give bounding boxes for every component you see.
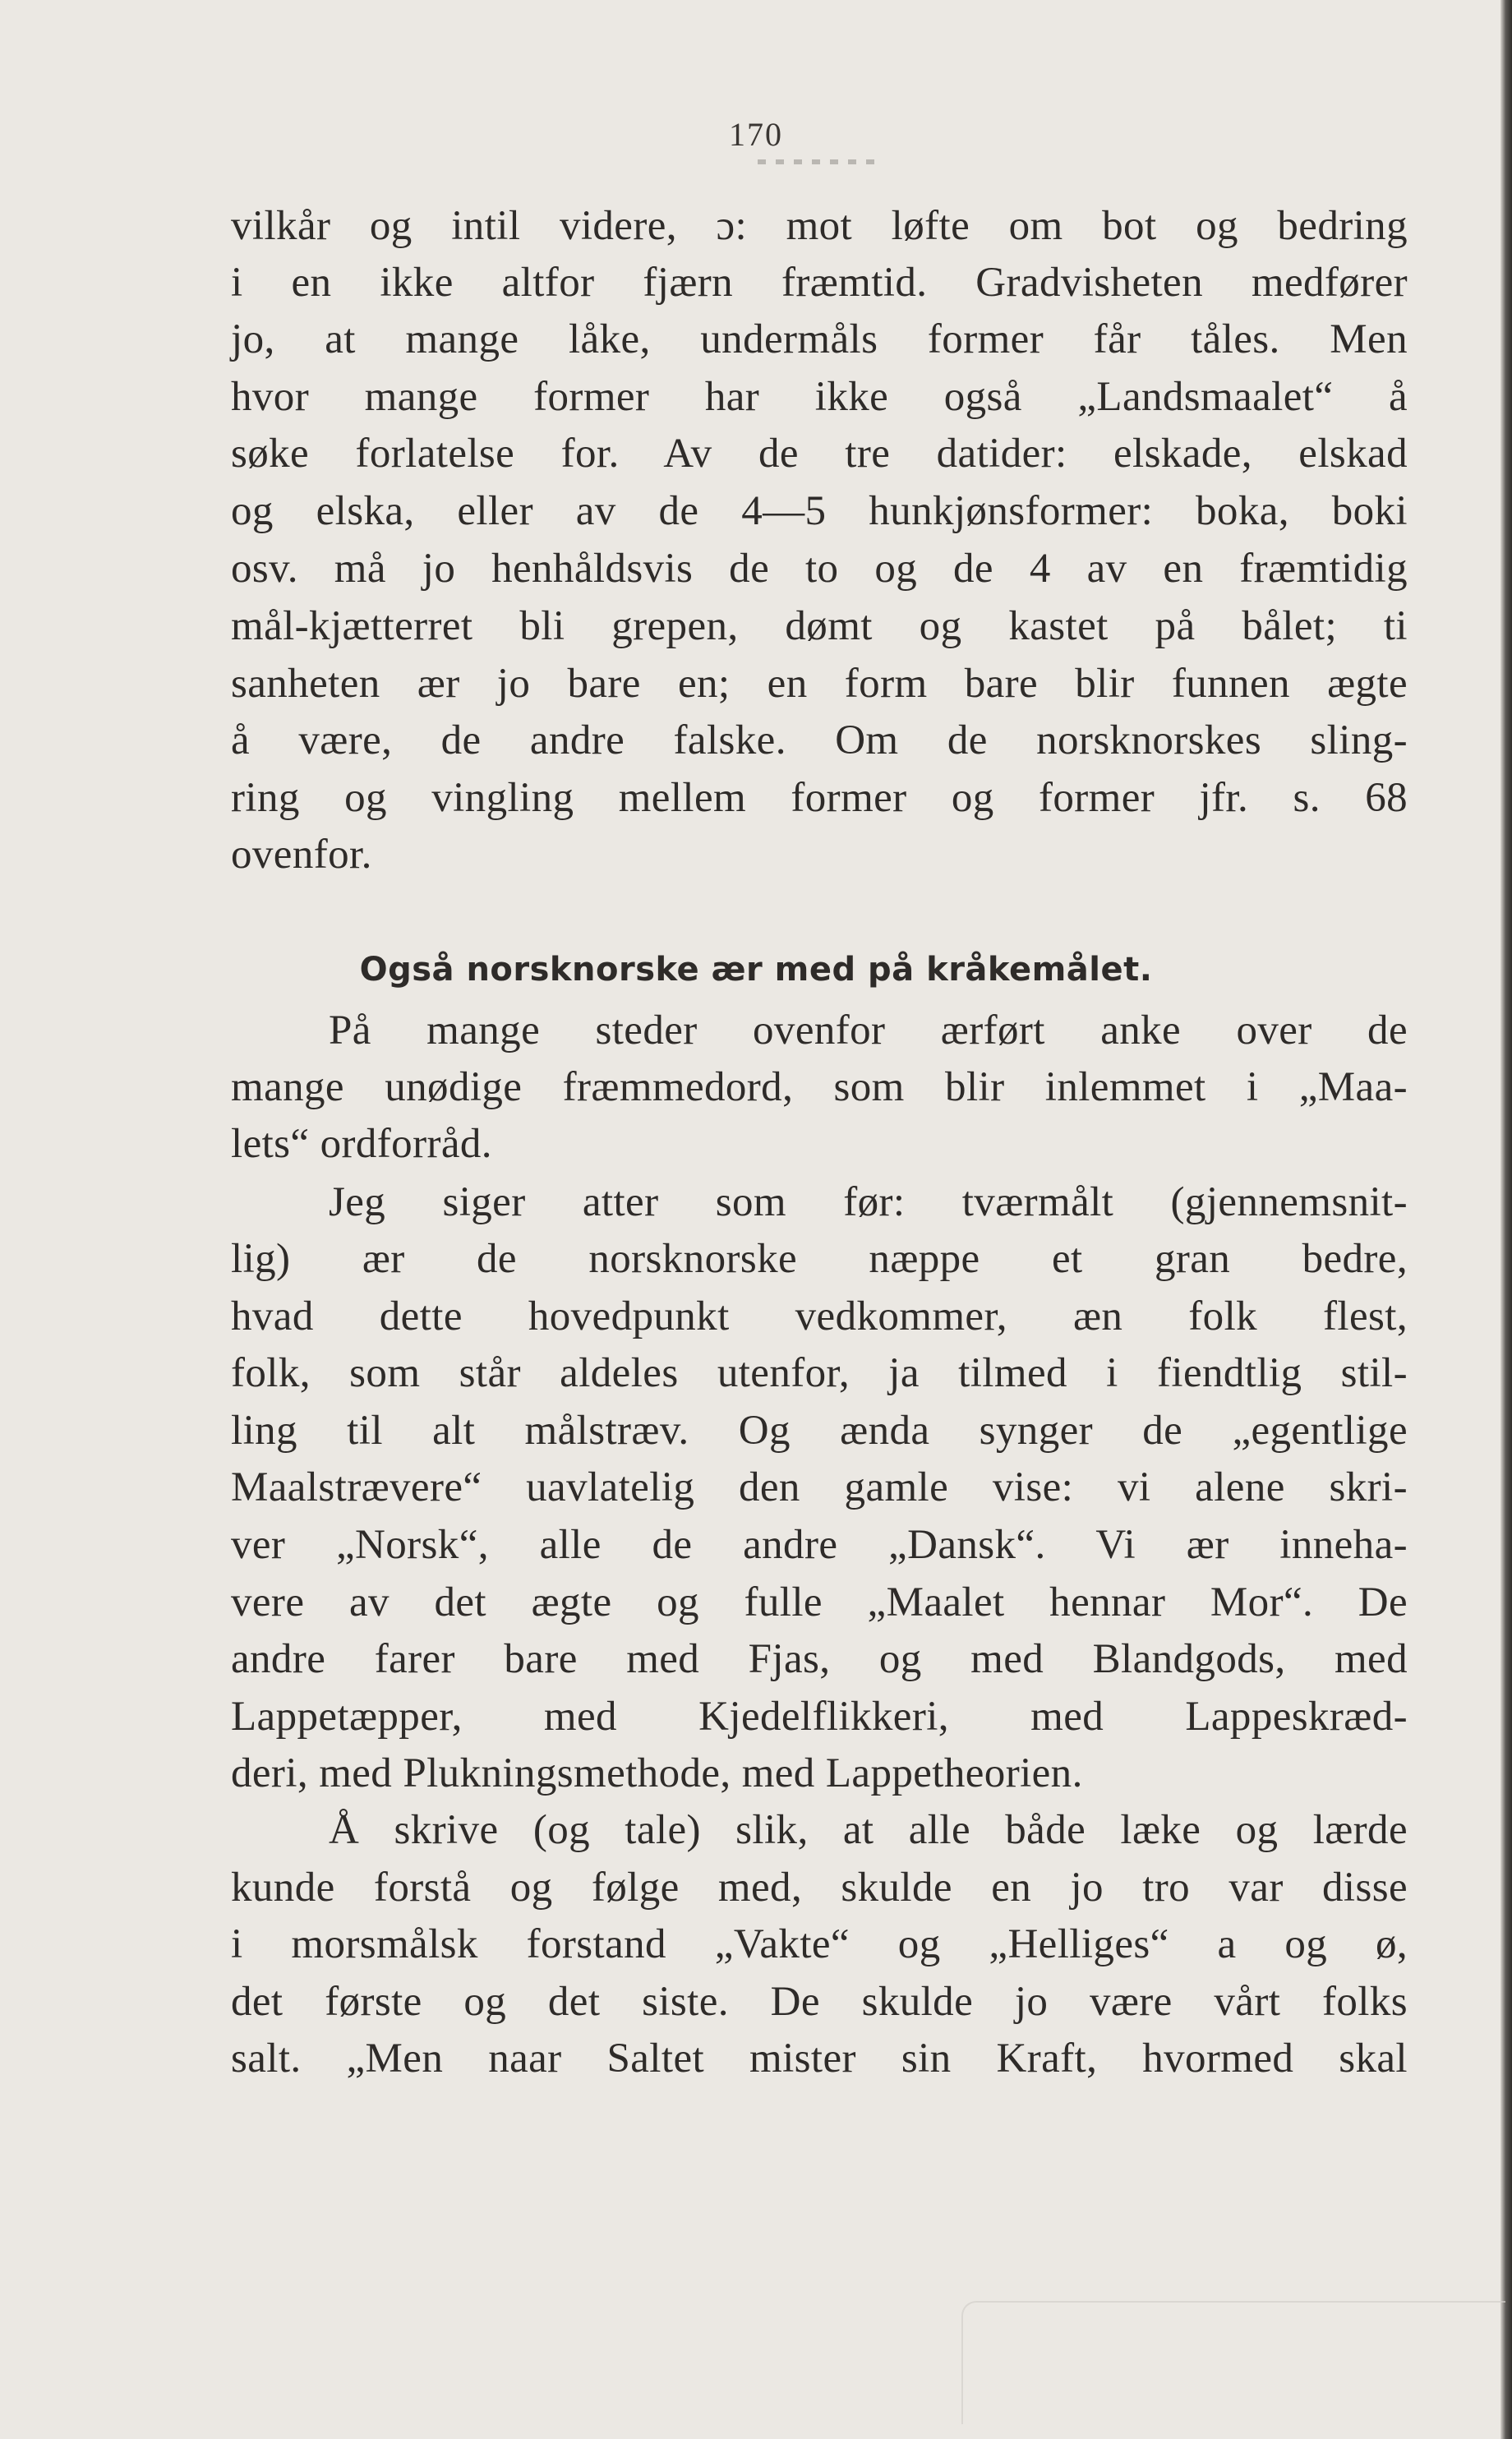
- text-line: ling til alt målstræv. Og ænda synger de „egentlige: [231, 1408, 1408, 1454]
- text-line: Å skrive (og tale) slik, at alle både læke og lærde: [329, 1807, 1408, 1853]
- text-line: På mange steder ovenfor ærført anke over de: [329, 1007, 1408, 1054]
- text-line: i en ikke altfor fjærn fræmtid. Gradvisheten medfører: [231, 260, 1408, 306]
- text-line: Jeg siger atter som før: tværmålt (gjennemsnit-: [329, 1179, 1408, 1225]
- paper-frame-mark: [961, 2301, 1505, 2424]
- text-line: jo, at mange låke, undermåls former får tåles. Men: [231, 316, 1408, 362]
- text-line: sanheten ær jo bare en; en form bare blir funnen ægte: [231, 661, 1408, 707]
- text-line: ver „Norsk“, alle de andre „Dansk“. Vi ær inneha-: [231, 1522, 1408, 1568]
- text-line: mål-kjætterret bli grepen, dømt og kastet på bålet; ti: [231, 603, 1408, 649]
- text-line: osv. må jo henhåldsvis de to og de 4 av en fræmtidig: [231, 546, 1408, 592]
- text-line: søke forlatelse for. Av de tre datider: elskade, elskad: [231, 431, 1408, 477]
- page-number-ornament: [758, 159, 881, 164]
- text-line: Lappetæpper, med Kjedelflikkeri, med Lappeskræd-: [231, 1694, 1408, 1740]
- text-line: vere av det ægte og fulle „Maalet hennar Mor“. De: [231, 1579, 1408, 1625]
- text-line: lets“ ordforråd.: [231, 1121, 492, 1167]
- text-line: vilkår og intil videre, ɔ: mot løfte om bot og bedring: [231, 203, 1408, 249]
- section-heading: Også norsknorske ær med på kråkemålet.: [359, 951, 1153, 989]
- binding-edge: [1500, 0, 1512, 2439]
- text-line: deri, med Plukningsmethode, med Lappetheorien.: [231, 1750, 1083, 1796]
- text-line: ovenfor.: [231, 832, 372, 878]
- text-line: lig) ær de norsknorske næppe et gran bedre,: [231, 1236, 1408, 1282]
- text-line: og elska, eller av de 4—5 hunkjønsformer: boka, boki: [231, 488, 1408, 534]
- text-line: Maalstrævere“ uavlatelig den gamle vise: vi alene skri-: [231, 1464, 1408, 1510]
- text-line: i morsmålsk forstand „Vakte“ og „Helliges“ a og ø,: [231, 1921, 1408, 1967]
- text-line: salt. „Men naar Saltet mister sin Kraft, hvormed skal: [231, 2036, 1408, 2082]
- text-line: ring og vingling mellem former og former jfr. s. 68: [231, 775, 1408, 821]
- text-line: mange unødige fræmmedord, som blir inlemmet i „Maa-: [231, 1064, 1408, 1110]
- page-number: 170: [729, 116, 783, 153]
- text-line: folk, som står aldeles utenfor, ja tilmed i fiendtlig stil-: [231, 1350, 1408, 1396]
- text-line: det første og det siste. De skulde jo være vårt folks: [231, 1979, 1408, 2025]
- text-line: andre farer bare med Fjas, og med Blandgods, med: [231, 1636, 1408, 1682]
- text-line: kunde forstå og følge med, skulde en jo tro var disse: [231, 1865, 1408, 1911]
- text-line: hvad dette hovedpunkt vedkommer, æn folk flest,: [231, 1293, 1408, 1339]
- text-line: hvor mange former har ikke også „Landsmaalet“ å: [231, 374, 1408, 420]
- text-line: å være, de andre falske. Om de norsknorskes sling-: [231, 717, 1408, 763]
